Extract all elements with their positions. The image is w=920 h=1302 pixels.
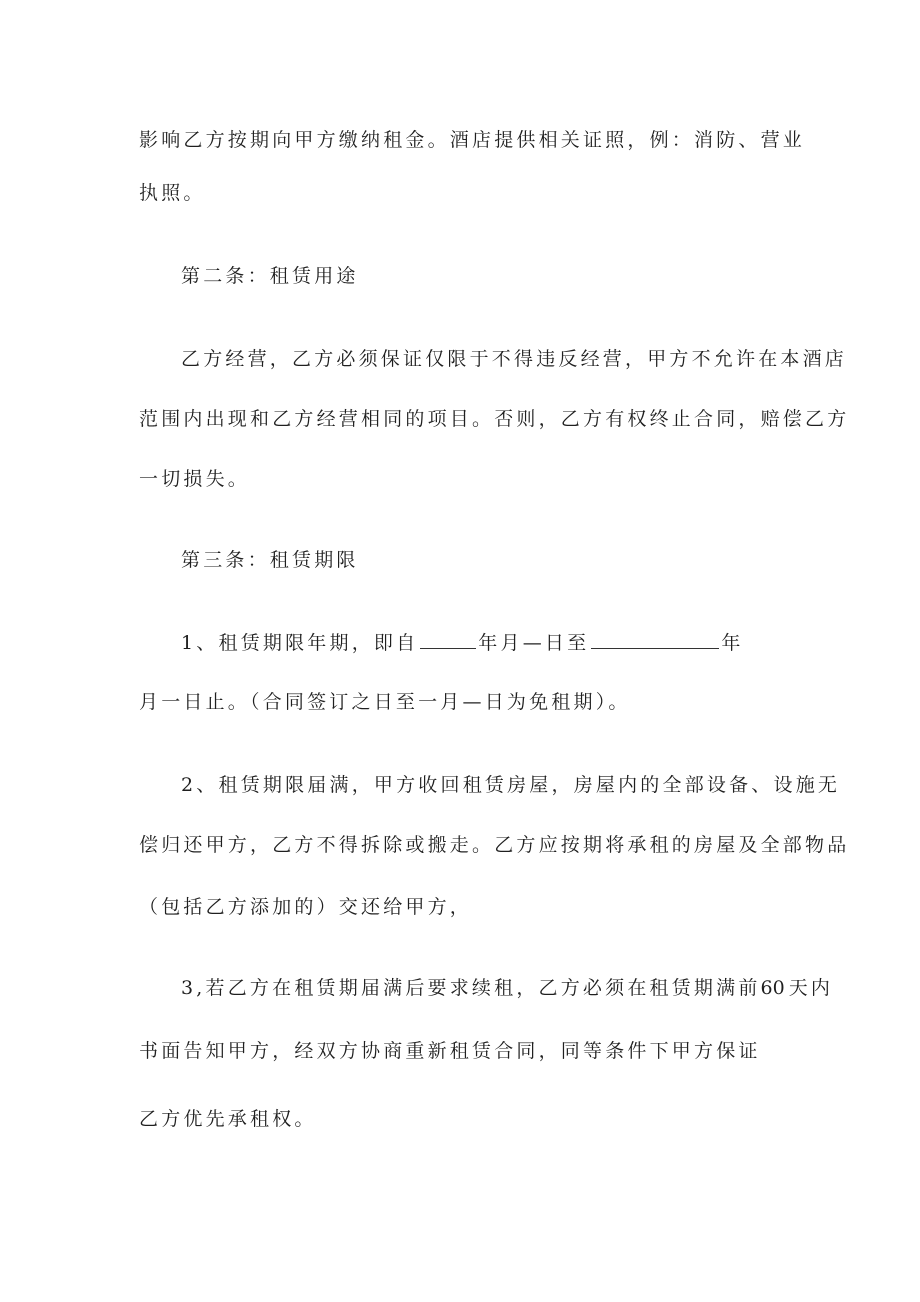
text-line: 乙方优先承租权。 — [139, 1108, 317, 1130]
text-line: 乙方经营，乙方必须保证仅限于不得违反经营，甲方不允许在本酒店 — [181, 348, 848, 370]
article-3-title: 第三条：租赁期限 — [181, 549, 359, 571]
text-line: 偿归还甲方，乙方不得拆除或搬走。乙方应按期将承租的房屋及全部物品 — [139, 834, 850, 856]
text-line: 书面告知甲方，经双方协商重新租赁合同，同等条件下甲方保证 — [139, 1040, 761, 1062]
text-segment: 天内 — [788, 977, 834, 999]
article-2-title: 第二条：租赁用途 — [181, 265, 359, 287]
text-line: 一切损失。 — [139, 468, 251, 490]
text-line — [181, 976, 833, 1000]
fill-blank — [591, 631, 719, 649]
text-line: （包括乙方添加的）交还给甲方， — [139, 896, 473, 918]
text-segment: 1、租赁期限年期，即自 — [181, 632, 419, 654]
fill-blank — [420, 631, 476, 649]
text-line: 执照。 — [139, 182, 206, 204]
text-line: 2、租赁期限届满，甲方收回租赁房屋，房屋内的全部设备、设施无 — [181, 774, 841, 796]
text-line: 月一日止。（合同签订之日至一月—日为免租期）。 — [139, 691, 631, 713]
text-line: 影响乙方按期向甲方缴纳租金。酒店提供相关证照，例：消防、营业 — [139, 129, 806, 151]
text-line-with-blanks — [181, 631, 744, 655]
text-line: 范围内出现和乙方经营相同的项目。否则，乙方有权终止合同，赔偿乙方 — [139, 408, 850, 430]
text-segment: 年 — [721, 632, 744, 654]
text-segment: 3,若乙方在租赁期届满后要求续租，乙方必须在租赁期满前 — [181, 977, 761, 999]
number-value: 60 — [760, 977, 785, 999]
text-segment: 年月—日至 — [478, 632, 590, 654]
